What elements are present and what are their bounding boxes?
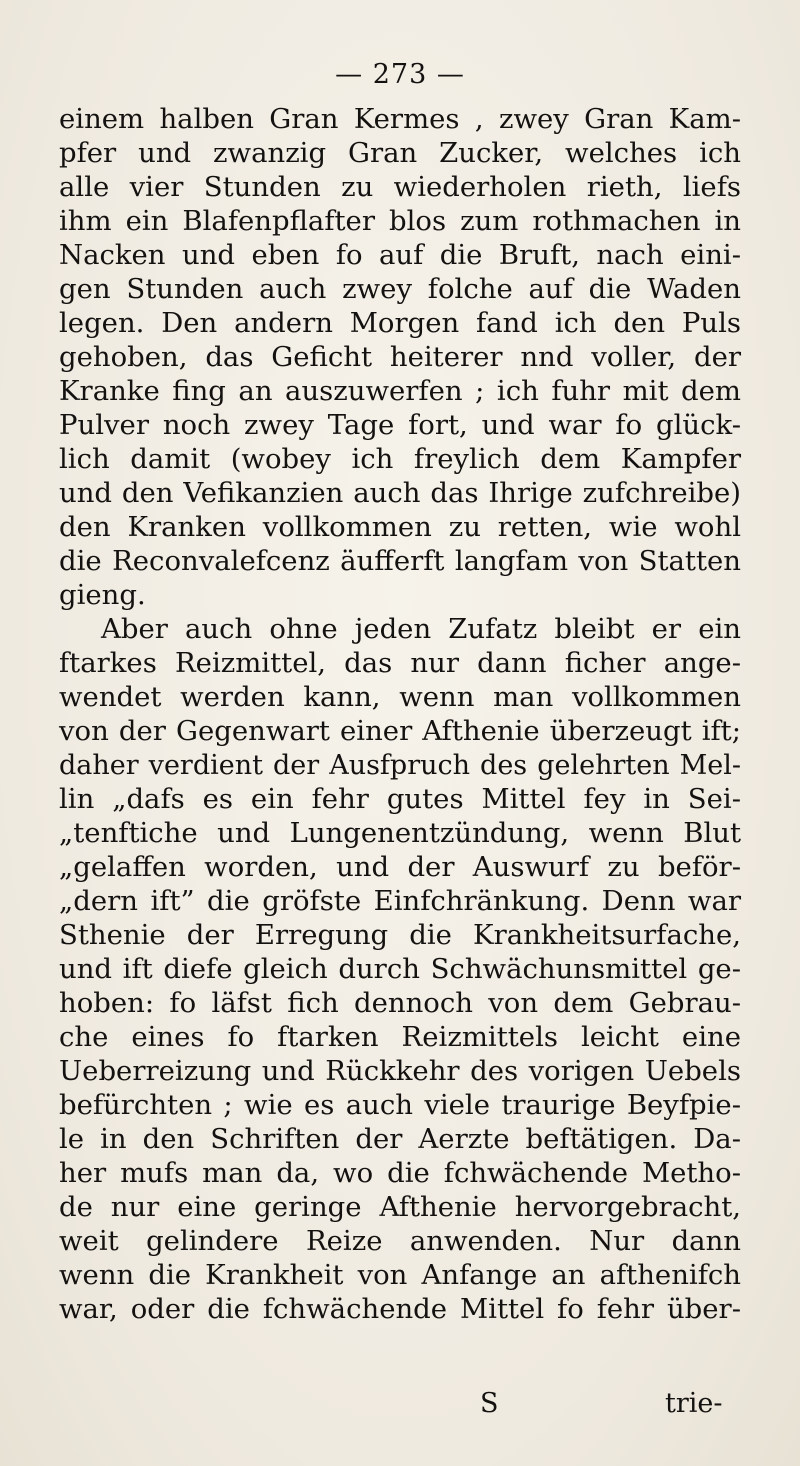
text-line: gehoben, das Geficht heiterer nnd voller, der <box>59 341 741 373</box>
text-line: befürchten ; wie es auch viele traurige Beyfpie- <box>59 1089 741 1121</box>
text-line: ihm ein Blafenpflafter blos zum rothmachen in <box>59 205 741 237</box>
text-line: Pulver noch zwey Tage fort, und war fo glück- <box>59 409 741 441</box>
text-line: le in den Schriften der Aerzte beftätigen. Da- <box>59 1123 741 1155</box>
text-line: Kranke fing an auszuwerfen ; ich fuhr mit dem <box>59 375 741 407</box>
text-line: „dern ift” die gröfste Einfchränkung. Denn war <box>59 885 741 917</box>
text-line: wenn die Krankheit von Anfange an afthenifch <box>59 1259 741 1291</box>
text-line: gen Stunden auch zwey folche auf die Waden <box>59 273 741 305</box>
page-number-header: — 273 — <box>335 59 465 90</box>
text-line: den Kranken vollkommen zu retten, wie wohl <box>59 511 741 543</box>
text-line: von der Gegenwart einer Afthenie überzeugt ift; <box>59 715 741 747</box>
text-line: und den Vefikanzien auch das Ihrige zufchreibe) <box>59 477 741 509</box>
text-line: „gelaffen worden, und der Auswurf zu beför- <box>59 851 741 883</box>
text-line: Sthenie der Erregung die Krankheitsurfache, <box>59 919 741 951</box>
text-line: hoben: fo läfst fich dennoch von dem Gebrau- <box>59 987 741 1019</box>
text-line: daher verdient der Ausfpruch des gelehrten Mel- <box>59 750 741 781</box>
text-line: lin „dafs es ein fehr gutes Mittel fey in Sei- <box>59 783 741 815</box>
text-line: ftarkes Reizmittel, das nur dann ficher ange- <box>59 647 741 679</box>
text-line: einem halben Gran Kermes , zwey Gran Kam- <box>59 103 741 135</box>
text-line: gieng. <box>59 579 146 611</box>
text-line: Aber auch ohne jeden Zufatz bleibt er ein <box>101 613 741 645</box>
text-line: legen. Den andern Morgen fand ich den Puls <box>59 307 741 339</box>
catchword: trie- <box>665 1388 723 1419</box>
text-line: wendet werden kann, wenn man vollkommen <box>59 681 741 713</box>
text-line: Ueberreizung und Rückkehr des vorigen Uebels <box>59 1055 741 1087</box>
text-line: weit gelindere Reize anwenden. Nur dann <box>59 1225 741 1257</box>
text-line: che eines fo ftarken Reizmittels leicht eine <box>59 1021 741 1053</box>
text-line: de nur eine geringe Afthenie hervorgebracht, <box>59 1191 741 1223</box>
text-line: lich damit (wobey ich freylich dem Kampfer <box>59 443 741 475</box>
text-line: alle vier Stunden zu wiederholen rieth, liefs <box>59 171 741 203</box>
text-line: „tenftiche und Lungenentzündung, wenn Blut <box>59 817 741 849</box>
text-line: die Reconvalefcenz äufferft langfam von Statten <box>59 545 741 577</box>
text-line: her mufs man da, wo die fchwächende Metho- <box>59 1157 741 1189</box>
text-line: Nacken und eben fo auf die Bruft, nach eini- <box>59 239 741 271</box>
text-line: und ift diefe gleich durch Schwächunsmittel ge- <box>59 953 741 985</box>
text-line: pfer und zwanzig Gran Zucker, welches ich <box>59 137 741 169</box>
signature-mark: S <box>480 1388 499 1419</box>
text-line: war, oder die fchwächende Mittel fo fehr über- <box>59 1293 741 1325</box>
